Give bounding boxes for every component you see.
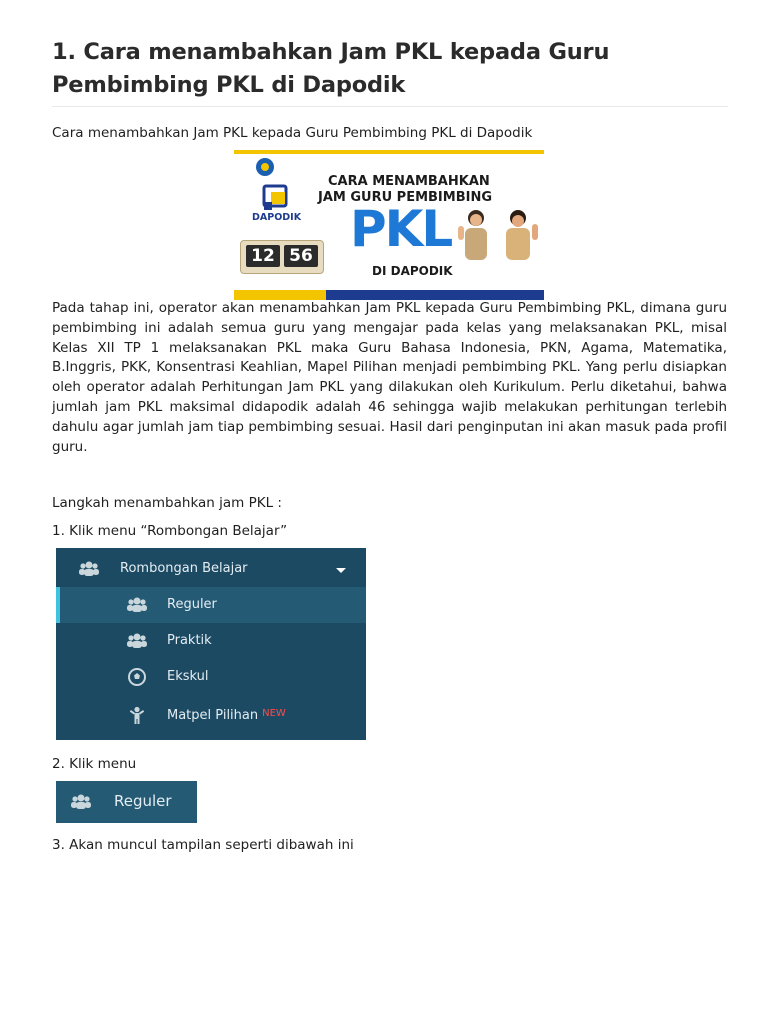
- clock-minutes: 56: [284, 245, 318, 267]
- article-title: 1. Cara menambahkan Jam PKL kepada Guru Pembimbing PKL di Dapodik: [52, 39, 610, 98]
- step-3-text: 3. Akan muncul tampilan seperti dibawah ini: [52, 837, 354, 853]
- menu-item-label: Ekskul: [167, 669, 209, 684]
- users-icon: [127, 632, 147, 650]
- banner-big-word: PKL: [350, 200, 452, 258]
- users-icon: [79, 560, 99, 578]
- steps-lead: Langkah menambahkan jam PKL :: [52, 495, 282, 511]
- clock-hours: 12: [246, 245, 280, 267]
- banner-heading-line1: CARA MENAMBAHKAN: [328, 174, 490, 189]
- menu-item-matpel-label: [167, 708, 286, 723]
- chip-label: Reguler: [114, 792, 172, 810]
- menu-parent-label: Rombongan Belajar: [120, 561, 248, 576]
- banner-heading-line2: JAM GURU PEMBIMBING: [318, 190, 493, 205]
- menu-item-praktik[interactable]: [56, 623, 366, 659]
- menu-item-matpel-pilihan[interactable]: [56, 697, 366, 733]
- intro-text: Cara menambahkan Jam PKL kepada Guru Pembimbing PKL di Dapodik: [52, 125, 533, 141]
- menu-item-label: Matpel Pilihan: [167, 708, 259, 723]
- body-paragraph: Pada tahap ini, operator akan menambahkan Jam PKL kepada Guru Pembimbing PKL, dimana guru pembimbing ini adalah semua guru yang mengajar pada kelas yang melaksanakan PKL, misal Kelas XII TP 1 melaksanakan PKL maka Guru Bahasa Indonesia, PKN, Agama, Matematika, B.Inggris, PKK, Konsentrasi Keahlian, Mapel Pilihan menjadi pembimbing PKL. Yang perlu disiapkan oleh operator adalah Perhitungan Jam PKL yang dilakukan oleh Kurikulum. Perlu diketahui, bahwa jumlah jam PKL maksimal didapodik adalah 46 sehingga wajib melakukan perhitungan terlebih dahulu agar jumlah jam tiap pembimbing sesuai. Hasil dari penginputan ini akan masuk pada profil guru.: [52, 300, 727, 455]
- step-2-text: 2. Klik menu: [52, 756, 137, 772]
- menu-item-label: Reguler: [167, 597, 217, 612]
- soccer-ball-icon: [127, 668, 147, 686]
- person-icon: [127, 706, 147, 724]
- dapodik-label: DAPODIK: [252, 212, 302, 223]
- menu-item-label: Praktik: [167, 633, 212, 648]
- dapodik-logo-icon: [260, 184, 292, 212]
- ministry-logo-icon: [256, 158, 274, 176]
- users-icon: [69, 793, 93, 811]
- flip-clock: [240, 240, 324, 274]
- reguler-button-screenshot[interactable]: [56, 781, 197, 823]
- teachers-illustration-icon: [456, 208, 542, 260]
- title-divider: [52, 106, 728, 107]
- menu-item-ekskul[interactable]: [56, 659, 366, 695]
- banner-subline: DI DAPODIK: [372, 264, 453, 278]
- step-1-text: 1. Klik menu “Rombongan Belajar”: [52, 523, 288, 539]
- chevron-down-icon: [336, 568, 346, 573]
- menu-item-reguler[interactable]: [56, 587, 366, 623]
- article-banner-image: [234, 150, 544, 300]
- banner-top-stripe: [234, 150, 544, 154]
- menu-item-rombongan-belajar[interactable]: [56, 551, 366, 587]
- new-badge: NEW: [262, 708, 286, 719]
- users-icon: [127, 596, 147, 614]
- rombel-menu-screenshot: [56, 548, 366, 740]
